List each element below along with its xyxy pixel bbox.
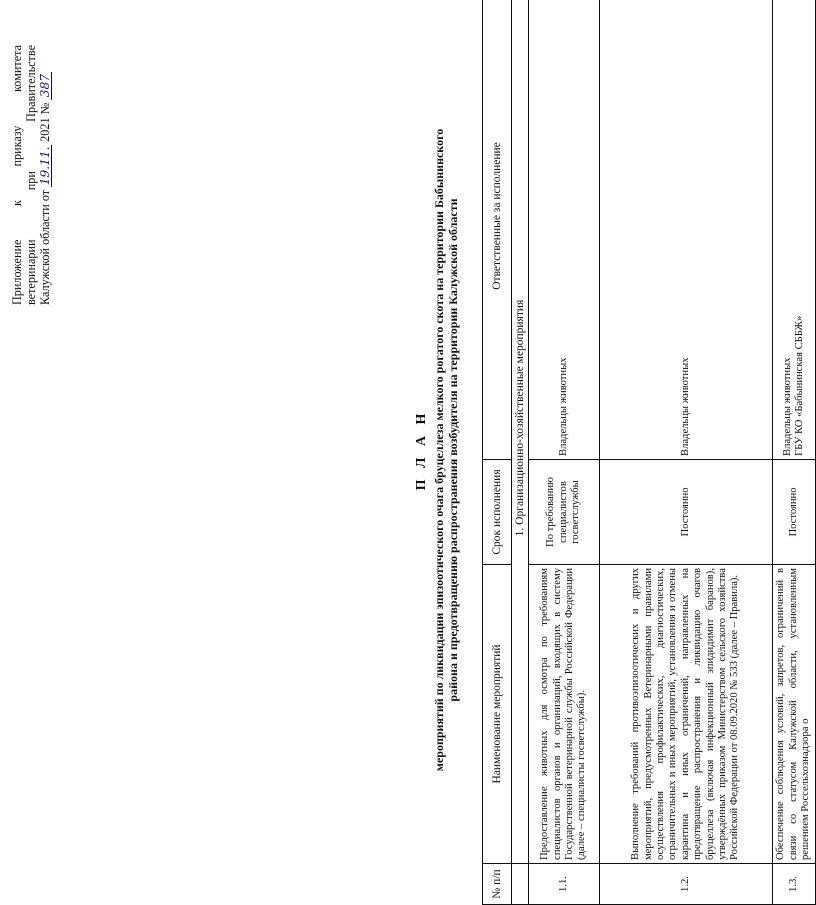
row-term: По требованию специалистов госветслужбы xyxy=(529,460,600,565)
appendix-block xyxy=(10,45,52,305)
table-row xyxy=(529,0,600,905)
document-subtitle: мероприятий по ликвидации эпизоотического очага бруцеллеза мелкого рогатого скота на территории Бабынинского района и предотвращению распространения возбудителя на территории Калужской области xyxy=(432,128,460,772)
row-responsible xyxy=(600,0,773,460)
appendix-word: при xyxy=(24,171,38,191)
row-num: 1.1. xyxy=(529,864,600,905)
appendix-word: приказу xyxy=(10,125,24,167)
appendix-prefix: Калужской области от xyxy=(38,189,52,305)
document-title: П Л А Н xyxy=(414,409,429,491)
appendix-line-3 xyxy=(38,45,52,305)
section-num-cell xyxy=(512,864,529,905)
responsible-line: Владельцы животных xyxy=(781,357,793,456)
header-responsible: Ответственные за исполнение xyxy=(483,0,512,460)
table-row xyxy=(600,0,773,905)
appendix-word: ветеринарии xyxy=(24,239,38,305)
header-name: Наименование мероприятий xyxy=(483,565,512,864)
header-num: № п/п xyxy=(483,864,512,905)
handwritten-date: 19.11. xyxy=(38,146,52,186)
row-term: Постоянно xyxy=(600,460,773,565)
row-num: 1.3. xyxy=(773,864,816,905)
appendix-word: Приложение xyxy=(10,239,24,305)
row-name: Обеспечение соблюдения условий, запретов, ограничений в связи со статусом Калужской области, установленным решением Россельхознадзора о xyxy=(773,565,816,864)
row-responsible xyxy=(529,0,600,460)
appendix-word: к xyxy=(10,200,24,207)
row-name: Выполнение требований противоэпизоотических и других мероприятий, предусмотренных Ветеринарными правилами осуществления профилактических, диагностических, ограничительных и иных мероприятий, установления и отмены карантина и иных ограничений, направленных на предотвращение распространения и ликвидацию очагов бруцеллеза (включая инфекционный эпидидимит баранов), утверждённых приказом Министерством сельского хозяйства Российской Федерации от 08.09.2020 № 533 (далее – Правила). xyxy=(600,565,773,864)
appendix-word: комитета xyxy=(10,45,24,93)
row-responsible xyxy=(773,0,816,460)
section-title: 1. Организационно-хозяйственные мероприятия xyxy=(512,0,529,864)
table-header-row xyxy=(483,0,512,905)
header-term: Срок исполнения xyxy=(483,460,512,565)
responsible-line: Владельцы животных xyxy=(557,357,569,456)
row-term: Постоянно xyxy=(773,460,816,565)
appendix-line-2 xyxy=(24,45,38,305)
appendix-word: Правительстве xyxy=(24,45,38,122)
handwritten-order-number: 387 xyxy=(39,72,52,100)
responsible-line: Владельцы животных xyxy=(679,357,691,456)
section-row xyxy=(512,0,529,905)
appendix-line-1 xyxy=(10,45,24,305)
row-num: 1.2. xyxy=(600,864,773,905)
responsible-line: ГБУ КО «Бабынинская СББЖ» xyxy=(794,315,805,456)
row-name: Предоставление животных для осмотра по требованиям специалистов органов и организаций, входящих в систему Государственной ветеринарной службы Российской Федерации (далее – специалисты госветслужбы). xyxy=(529,565,600,864)
appendix-year: 2021 № xyxy=(38,102,52,142)
plan-table xyxy=(482,0,816,905)
table-row xyxy=(773,0,816,905)
